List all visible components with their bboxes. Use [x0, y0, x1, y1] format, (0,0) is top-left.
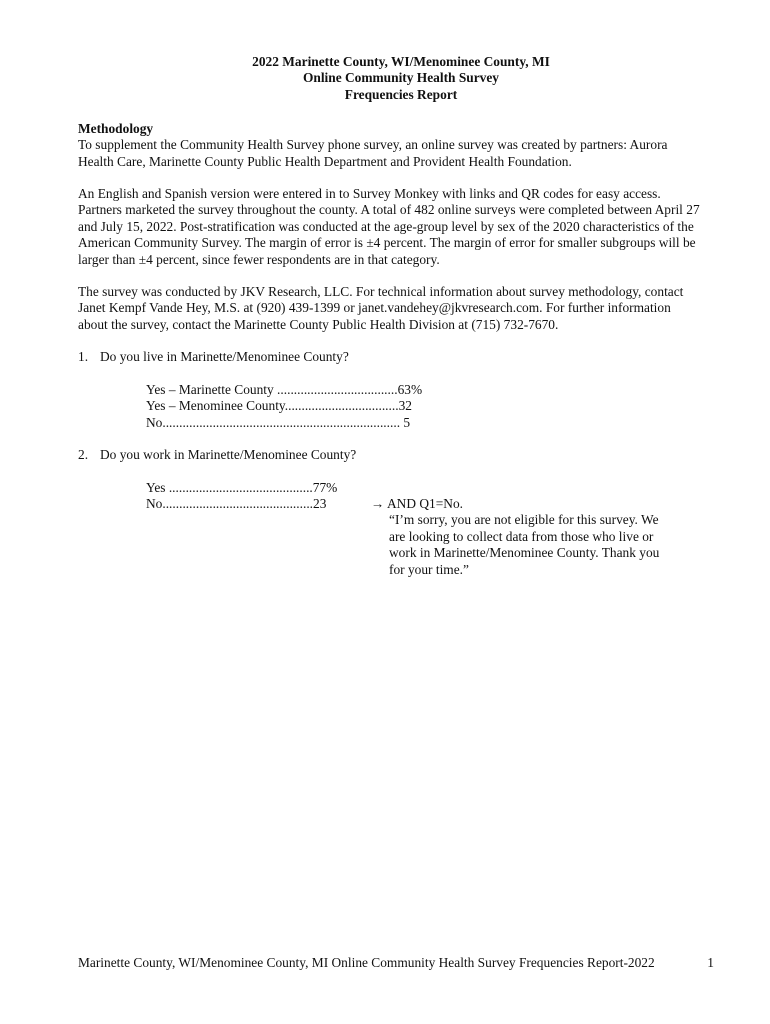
answer-row: Yes – Marinette County ....................................63% [146, 382, 423, 397]
question-1 [78, 349, 349, 365]
paragraph-line: about the survey, contact the Marinette County Public Health Division at (715) 732-7670. [78, 316, 559, 332]
paragraph-line: Janet Kempf Vande Hey, M.S. at (920) 439-1399 or janet.vandehey@jkvresearch.com. For further information [78, 300, 671, 316]
title-line-1: 2022 Marinette County, WI/Menominee County, MI [252, 54, 550, 69]
right-arrow-icon: → [371, 496, 385, 511]
paragraph-line: American Community Survey. The margin of error is ±4 percent. The margin of error for smaller subgroups will be [78, 235, 696, 251]
title-line-2: Online Community Health Survey [302, 70, 500, 86]
note-line: “I’m sorry, you are not eligible for this survey. We [389, 512, 659, 528]
answer-row: No....................................................................... 5 [146, 414, 411, 430]
title-line-3: Frequencies Report [344, 86, 458, 102]
note-line: work in Marinette/Menominee County. Thank you [389, 545, 660, 561]
paragraph-line: To supplement the Community Health Survey phone survey, an online survey was created by partners: Aurora [78, 137, 668, 153]
methodology-paragraph-2 [78, 186, 728, 268]
paragraph-line: larger than ±4 percent, since fewer respondents are in that category. [78, 251, 440, 267]
skip-condition: AND Q1=No. [387, 496, 463, 511]
note-line: for your time.” [389, 561, 469, 577]
answer-row: No.............................................23 [146, 496, 327, 512]
note-line: are looking to collect data from those who live or [389, 528, 654, 544]
paragraph-line: and July 15, 2022. Post-stratification was conducted at the age-group level by sex of the 2020 characteristics of the [78, 218, 694, 234]
question-2 [78, 447, 356, 463]
paragraph-line: An English and Spanish version were entered in to Survey Monkey with links and QR codes for easy access. [78, 186, 661, 201]
question-2-answers [146, 480, 337, 513]
methodology-heading: Methodology [78, 121, 154, 136]
paragraph-line: Partners marketed the survey throughout the county. A total of 482 online surveys were completed between April 27 [78, 202, 700, 218]
answer-row: Yes ...........................................77% [146, 480, 338, 495]
answer-row: Yes – Menominee County..................................32 [146, 398, 412, 414]
question-text: Do you work in Marinette/Menominee County? [100, 447, 357, 462]
skip-logic-note [371, 496, 681, 578]
paragraph-line: Health Care, Marinette County Public Health Department and Provident Health Foundation. [78, 153, 572, 169]
question-number: 2. [78, 447, 89, 462]
page-number: 1 [707, 955, 714, 970]
page-footer [78, 955, 714, 971]
methodology-paragraph-3 [78, 284, 728, 333]
question-1-answers [146, 382, 422, 431]
question-number: 1. [78, 349, 89, 364]
paragraph-line: The survey was conducted by JKV Research, LLC. For technical information about survey methodology, contact [78, 284, 684, 299]
methodology-section [78, 121, 728, 170]
question-text: Do you live in Marinette/Menominee County? [100, 349, 349, 364]
footer-text: Marinette County, WI/Menominee County, MI Online Community Health Survey Frequencies Report-2022 [78, 955, 655, 970]
report-title [0, 54, 770, 103]
